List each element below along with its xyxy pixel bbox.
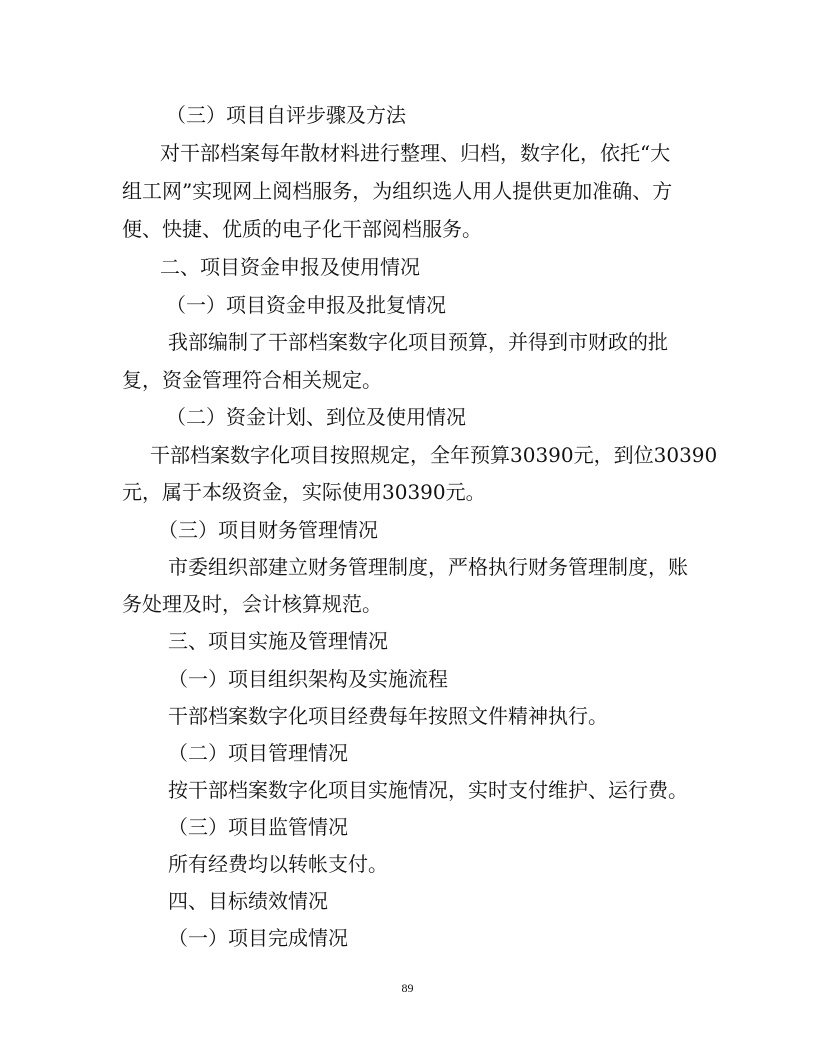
paragraph-line: 所有经费均以转帐支付。 <box>168 852 388 876</box>
subheading-self-evaluation-steps: （三）项目自评步骤及方法 <box>166 103 406 127</box>
paragraph-line: 干部档案数字化项目经费每年按照文件精神执行。 <box>168 704 608 728</box>
heading-performance: 四、目标绩效情况 <box>168 889 328 913</box>
subheading-financial-management: （三）项目财务管理情况 <box>158 518 378 542</box>
heading-implementation: 三、项目实施及管理情况 <box>168 629 388 653</box>
paragraph-line: 市委组织部建立财务管理制度，严格执行财务管理制度，账 <box>168 555 688 579</box>
paragraph-line: 务处理及时，会计核算规范。 <box>122 592 382 616</box>
paragraph-line: 组工网”实现网上阅档服务，为组织选人用人提供更加准确、方 <box>122 179 673 203</box>
paragraph-line: 对干部档案每年散材料进行整理、归档，数字化，依托“大 <box>160 141 671 165</box>
paragraph-line: 干部档案数字化项目按照规定，全年预算30390元，到位30390 <box>150 443 718 467</box>
paragraph-line: 按干部档案数字化项目实施情况，实时支付维护、运行费。 <box>168 778 688 802</box>
paragraph-line: 便、快捷、优质的电子化干部阅档服务。 <box>122 217 482 241</box>
subheading-project-management: （二）项目管理情况 <box>168 741 348 765</box>
subheading-fund-plan: （二）资金计划、到位及使用情况 <box>166 405 466 429</box>
page-number: 89 <box>401 981 414 995</box>
paragraph-line: 元，属于本级资金，实际使用30390元。 <box>122 480 486 504</box>
paragraph-line: 我部编制了干部档案数字化项目预算，并得到市财政的批 <box>168 330 668 354</box>
subheading-organization: （一）项目组织架构及实施流程 <box>168 667 448 691</box>
subheading-fund-approval: （一）项目资金申报及批复情况 <box>166 293 446 317</box>
paragraph-line: 复，资金管理符合相关规定。 <box>122 368 382 392</box>
subheading-completion: （一）项目完成情况 <box>168 926 348 950</box>
subheading-supervision: （三）项目监管情况 <box>168 815 348 839</box>
heading-fund-application: 二、项目资金申报及使用情况 <box>160 255 420 279</box>
